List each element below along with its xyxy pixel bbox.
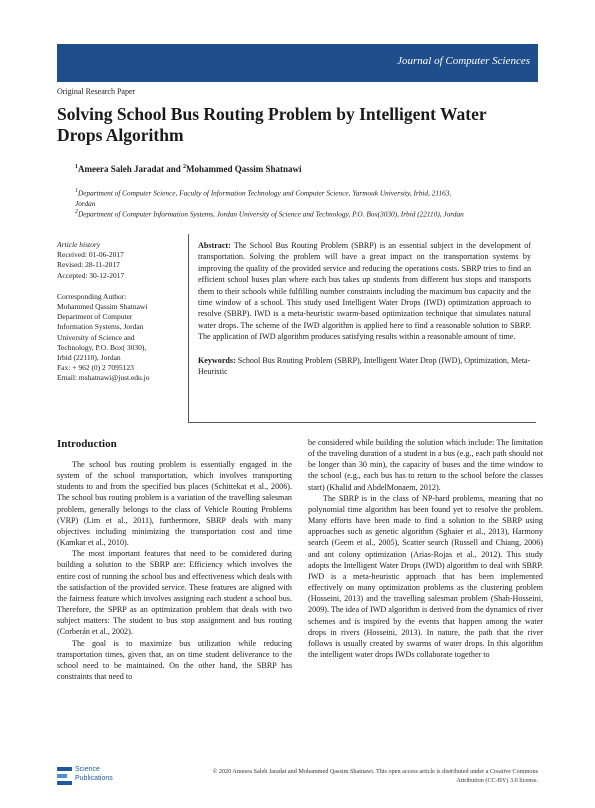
intro-paragraph-2: The most important features that need to be considered during building a solution to the SBRP are: Efficiency which involves the entire cost of running the school bus and effectiveness which deals with the satisfaction of the provided service. These features are aligned with the fairness feature which involves assigning each student a school bus. Therefore, the SPRP as an optimization problem that deals with two subject matters: The student to bus stop assignment and bus routing (Corberán et al., 2002).: [57, 549, 292, 637]
introduction-heading: Introduction: [57, 438, 117, 450]
author-conjunction: and: [163, 164, 183, 174]
intro-paragraph-4: The SBRP is in the class of NP-hard problems, meaning that no polynomial time algorithm has been found yet to resolve the problem. Many efforts have been made to find a solution to the SBRP using approaches such as genetic algorithm (Sghaier et al., 2013), Harmony search (Geem et al., 2005), Scatter search (Russell and Chiang, 2006) and ant colony optimization (Arias-Rojas et al., 2012). This study adopts the Intelligent Water Drops (IWD) algorithm to deal with SBRP. IWD is a meta-heuristic approach that has been implemented effectively on many optimization problems as the clustering problem (Hosseini, 2013) and the travelling salesman problem (Shah-Hosseini, 2009). The idea of IWD algorithm is derived from the dynamics of river schemes and is inspired by the events that happen among the water drops in rivers (Hosseini, 2013). In nature, the path that the river follows is usually created by swarms of water drops. In this algorithm the intelligent water drops IWDs collaborate together to: [308, 493, 543, 659]
abstract-box: [188, 234, 536, 423]
journal-header-band: [57, 44, 538, 82]
body-column-right: [308, 437, 543, 660]
author1-name: Ameera Saleh Jaradat: [78, 164, 164, 174]
logo-line-2: Publications: [75, 774, 113, 782]
received-date: Received: 01-06-2017: [57, 250, 124, 260]
history-heading: Article history: [57, 240, 101, 249]
publisher-logo-text: [75, 766, 113, 783]
revised-date: Revised: 28-11-2017: [57, 260, 120, 270]
journal-name: Journal of Computer Sciences: [397, 55, 530, 67]
intro-paragraph-3-continued: be considered while building the solution which include: The limitation of the traveling duration of a student in a bus (e.g., each path should not be longer than 30 min), the capacity of buses and the time window to the school (e.g., each bus has to return to the school before the classes start) (Khalid and AbdelMonaem, 2012).: [308, 438, 543, 492]
corresponding-fax: Fax: + 962 (0) 2 7095123: [57, 363, 134, 373]
affiliation-2-superscript: 2: [75, 209, 78, 215]
intro-paragraph-3: The goal is to maximize bus utilization while reducing transportation times, given that, an on time student deliverance to the school need to be maintained. On the other hand, the SBRP has constraints that need to: [57, 638, 292, 681]
author1-superscript: 1: [75, 164, 78, 170]
keywords-label: Keywords:: [198, 355, 236, 365]
publisher-logo: [57, 766, 137, 788]
accepted-date: Accepted: 30-12-2017: [57, 270, 125, 280]
intro-paragraph-1: The school bus routing problem is essentially engaged in the system of the school transportation, which involves transporting students to and from the specified bus places (Schittekat et al., 2006). The school bus routing problem is a variation of the travelling salesman problem, generally belongs to the class of Vehicle Routing Problems (VRP) (Lim et al., 2011), furthermore, SBRP deals with many objectives including minimizing the transportation cost and time (Kamkar et al., 2010).: [57, 460, 292, 548]
corresponding-email[interactable]: Email: mshatnawi@just.edu.jo: [57, 373, 150, 383]
article-type: Original Research Paper: [57, 87, 136, 96]
corresponding-line: Irbid (22110), Jordan: [57, 353, 121, 363]
corresponding-line: Information Systems, Jordan: [57, 322, 144, 332]
abstract-text: The School Bus Routing Problem (SBRP) is an essential subject in the development of transportation. Solving the problem will have a great impact on the transportation systems by improving the quality of the provided service and reducing the operations costs. SBRP tries to find an efficient school buses plan where each bus takes up students from different bus stops and transports them to their schools while fulfilling number constraints including the maximum bus capacity and the time window of a school. This study used Intelligent Water Drops (IWD) optimization approach to resolve (SBRP). IWD is a meta-heuristic swarm-based optimization technique that simulates natural water drops. The scheme of the IWD algorithm is applied here to find a reasonable solution to SBRP. The application of IWD algorithm produces satisfying results within a reasonable amount of time.: [198, 241, 531, 342]
abstract: [198, 240, 531, 343]
abstract-label: Abstract:: [198, 241, 231, 250]
body-column-left: [57, 437, 292, 682]
author-line: [75, 164, 302, 174]
license-note: © 2020 Ameera Saleh Jaradat and Mohammed Qassim Shatnawi. This open access article is distributed under a Creative Commons Attribution (CC-BY) 3.0 license.: [212, 768, 538, 784]
affiliation-2: [75, 207, 465, 220]
paper-title: Solving School Bus Routing Problem by Intelligent Water Drops Algorithm: [57, 104, 487, 145]
affiliation-1-text: Department of Computer Science, Faculty of Information Technology and Computer Science, Yarmouk University, Irbid, 21163, Jordan: [75, 188, 452, 208]
author2-superscript: 2: [183, 164, 186, 170]
author2-name: Mohammed Qassim Shatnawi: [186, 164, 302, 174]
corresponding-line: Technology, P.O. Box( 3030),: [57, 342, 147, 352]
keywords: [198, 355, 531, 378]
corresponding-line: Department of Computer: [57, 312, 133, 322]
science-publications-logo-icon: [57, 767, 72, 785]
corresponding-line: Mohammed Qassim Shatnawi: [57, 302, 148, 312]
corresponding-label: Corresponding Author:: [57, 291, 127, 301]
affiliation-2-text: Department of Computer Information Systems, Jordan University of Science and Technology, P.O. Box(3030), Irbid (22110), Jordan: [78, 209, 464, 219]
affiliation-1: [75, 186, 465, 209]
affiliation-1-superscript: 1: [75, 188, 78, 194]
article-sidebar: [57, 240, 187, 384]
logo-line-1: Science: [75, 766, 100, 773]
corresponding-line: University of Science and: [57, 332, 135, 342]
keywords-text: School Bus Routing Problem (SBRP), Intelligent Water Drop (IWD), Optimization, Meta-Heuristic: [198, 355, 531, 377]
